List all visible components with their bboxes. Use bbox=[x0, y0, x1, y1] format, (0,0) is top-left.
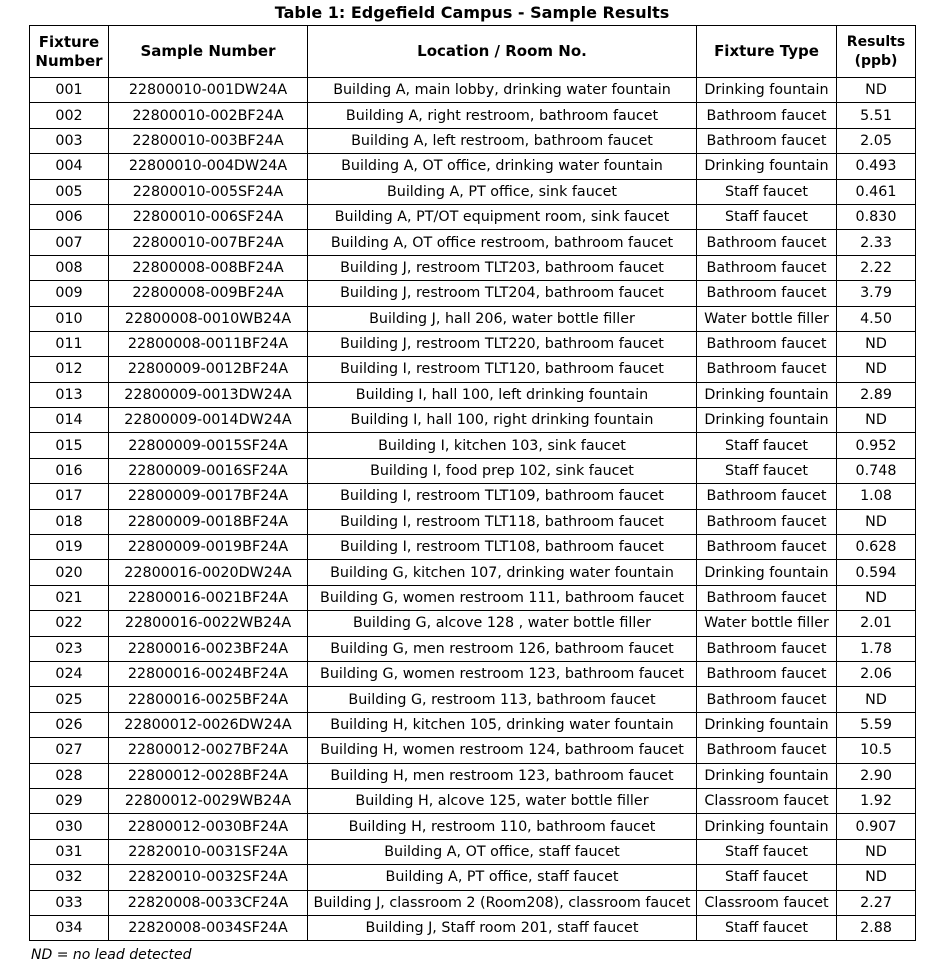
cell-result: 3.79 bbox=[837, 281, 916, 306]
header-fixture-type: Fixture Type bbox=[697, 26, 837, 78]
cell-result: 2.05 bbox=[837, 128, 916, 153]
table-row bbox=[30, 255, 916, 280]
cell-result: ND bbox=[837, 865, 916, 890]
header-results-line2: (ppb) bbox=[854, 52, 898, 69]
cell-fixture-type: Classroom faucet bbox=[697, 788, 837, 813]
cell-location: Building A, main lobby, drinking water fountain bbox=[308, 78, 697, 103]
cell-fixture-type: Drinking fountain bbox=[697, 154, 837, 179]
cell-location: Building I, kitchen 103, sink faucet bbox=[308, 433, 697, 458]
table-body bbox=[30, 78, 916, 941]
cell-sample-number: 22800016-0023BF24A bbox=[109, 636, 308, 661]
cell-location: Building J, hall 206, water bottle filler bbox=[308, 306, 697, 331]
table-row bbox=[30, 204, 916, 229]
cell-location: Building A, PT office, sink faucet bbox=[308, 179, 697, 204]
table-row bbox=[30, 535, 916, 560]
cell-fixture-number: 017 bbox=[30, 484, 109, 509]
cell-fixture-number: 025 bbox=[30, 687, 109, 712]
cell-sample-number: 22800008-009BF24A bbox=[109, 281, 308, 306]
table-row bbox=[30, 763, 916, 788]
cell-fixture-number: 003 bbox=[30, 128, 109, 153]
cell-fixture-number: 023 bbox=[30, 636, 109, 661]
table-row bbox=[30, 433, 916, 458]
cell-fixture-type: Drinking fountain bbox=[697, 560, 837, 585]
cell-fixture-type: Drinking fountain bbox=[697, 382, 837, 407]
table-row bbox=[30, 408, 916, 433]
header-fixture-number-line1: Fixture bbox=[38, 32, 100, 51]
cell-fixture-number: 012 bbox=[30, 357, 109, 382]
cell-location: Building I, restroom TLT108, bathroom faucet bbox=[308, 535, 697, 560]
cell-sample-number: 22800010-005SF24A bbox=[109, 179, 308, 204]
cell-fixture-type: Bathroom faucet bbox=[697, 509, 837, 534]
cell-location: Building A, PT office, staff faucet bbox=[308, 865, 697, 890]
cell-location: Building J, Staff room 201, staff faucet bbox=[308, 915, 697, 940]
cell-result: 2.90 bbox=[837, 763, 916, 788]
cell-result: 0.628 bbox=[837, 535, 916, 560]
cell-fixture-type: Bathroom faucet bbox=[697, 484, 837, 509]
cell-fixture-type: Classroom faucet bbox=[697, 890, 837, 915]
cell-fixture-number: 014 bbox=[30, 408, 109, 433]
cell-fixture-type: Bathroom faucet bbox=[697, 636, 837, 661]
table-row bbox=[30, 78, 916, 103]
cell-sample-number: 22800016-0020DW24A bbox=[109, 560, 308, 585]
cell-fixture-number: 006 bbox=[30, 204, 109, 229]
cell-fixture-number: 031 bbox=[30, 839, 109, 864]
table-row bbox=[30, 915, 916, 940]
cell-result: ND bbox=[837, 408, 916, 433]
cell-result: 2.89 bbox=[837, 382, 916, 407]
cell-fixture-number: 009 bbox=[30, 281, 109, 306]
cell-fixture-number: 016 bbox=[30, 458, 109, 483]
cell-location: Building J, restroom TLT203, bathroom faucet bbox=[308, 255, 697, 280]
cell-fixture-number: 033 bbox=[30, 890, 109, 915]
cell-fixture-type: Staff faucet bbox=[697, 204, 837, 229]
header-results bbox=[837, 26, 916, 78]
cell-sample-number: 22800008-0010WB24A bbox=[109, 306, 308, 331]
table-row bbox=[30, 458, 916, 483]
cell-fixture-number: 018 bbox=[30, 509, 109, 534]
cell-fixture-number: 027 bbox=[30, 738, 109, 763]
cell-fixture-type: Bathroom faucet bbox=[697, 738, 837, 763]
cell-location: Building I, hall 100, right drinking fountain bbox=[308, 408, 697, 433]
header-location: Location / Room No. bbox=[308, 26, 697, 78]
cell-location: Building A, right restroom, bathroom faucet bbox=[308, 103, 697, 128]
table-row bbox=[30, 839, 916, 864]
cell-fixture-type: Bathroom faucet bbox=[697, 103, 837, 128]
cell-result: 10.5 bbox=[837, 738, 916, 763]
cell-fixture-number: 010 bbox=[30, 306, 109, 331]
cell-location: Building A, PT/OT equipment room, sink faucet bbox=[308, 204, 697, 229]
table-row bbox=[30, 230, 916, 255]
cell-fixture-number: 013 bbox=[30, 382, 109, 407]
cell-fixture-number: 001 bbox=[30, 78, 109, 103]
cell-fixture-number: 008 bbox=[30, 255, 109, 280]
cell-location: Building J, restroom TLT220, bathroom faucet bbox=[308, 331, 697, 356]
cell-fixture-type: Bathroom faucet bbox=[697, 281, 837, 306]
cell-result: 2.01 bbox=[837, 611, 916, 636]
cell-location: Building I, restroom TLT109, bathroom faucet bbox=[308, 484, 697, 509]
cell-sample-number: 22800010-004DW24A bbox=[109, 154, 308, 179]
cell-fixture-type: Bathroom faucet bbox=[697, 331, 837, 356]
cell-result: 0.952 bbox=[837, 433, 916, 458]
cell-result: 1.78 bbox=[837, 636, 916, 661]
cell-fixture-number: 022 bbox=[30, 611, 109, 636]
cell-result: 2.22 bbox=[837, 255, 916, 280]
cell-sample-number: 22800010-002BF24A bbox=[109, 103, 308, 128]
cell-location: Building A, OT office restroom, bathroom faucet bbox=[308, 230, 697, 255]
cell-fixture-type: Bathroom faucet bbox=[697, 255, 837, 280]
cell-fixture-number: 020 bbox=[30, 560, 109, 585]
cell-location: Building J, restroom TLT204, bathroom faucet bbox=[308, 281, 697, 306]
cell-fixture-type: Drinking fountain bbox=[697, 408, 837, 433]
cell-sample-number: 22820008-0034SF24A bbox=[109, 915, 308, 940]
cell-result: 1.08 bbox=[837, 484, 916, 509]
cell-sample-number: 22820008-0033CF24A bbox=[109, 890, 308, 915]
table-row bbox=[30, 712, 916, 737]
header-row bbox=[30, 26, 916, 78]
table-row bbox=[30, 128, 916, 153]
cell-location: Building G, women restroom 111, bathroom faucet bbox=[308, 585, 697, 610]
cell-fixture-type: Bathroom faucet bbox=[697, 357, 837, 382]
footnote: ND = no lead detected bbox=[31, 947, 192, 963]
cell-fixture-number: 030 bbox=[30, 814, 109, 839]
cell-sample-number: 22800010-001DW24A bbox=[109, 78, 308, 103]
cell-fixture-number: 015 bbox=[30, 433, 109, 458]
cell-sample-number: 22800010-006SF24A bbox=[109, 204, 308, 229]
cell-sample-number: 22800009-0018BF24A bbox=[109, 509, 308, 534]
table-row bbox=[30, 611, 916, 636]
cell-sample-number: 22800012-0027BF24A bbox=[109, 738, 308, 763]
cell-sample-number: 22800016-0024BF24A bbox=[109, 661, 308, 686]
cell-result: 1.92 bbox=[837, 788, 916, 813]
table-title: Table 1: Edgefield Campus - Sample Results bbox=[274, 3, 670, 22]
cell-location: Building H, men restroom 123, bathroom faucet bbox=[308, 763, 697, 788]
cell-fixture-number: 029 bbox=[30, 788, 109, 813]
cell-result: ND bbox=[837, 78, 916, 103]
cell-sample-number: 22800008-008BF24A bbox=[109, 255, 308, 280]
table-row bbox=[30, 331, 916, 356]
cell-sample-number: 22800009-0016SF24A bbox=[109, 458, 308, 483]
table-row bbox=[30, 154, 916, 179]
cell-result: 5.59 bbox=[837, 712, 916, 737]
cell-sample-number: 22800009-0013DW24A bbox=[109, 382, 308, 407]
cell-result: ND bbox=[837, 585, 916, 610]
cell-sample-number: 22800009-0012BF24A bbox=[109, 357, 308, 382]
cell-location: Building H, restroom 110, bathroom faucet bbox=[308, 814, 697, 839]
cell-sample-number: 22800010-007BF24A bbox=[109, 230, 308, 255]
cell-result: ND bbox=[837, 839, 916, 864]
cell-result: 2.88 bbox=[837, 915, 916, 940]
cell-fixture-type: Bathroom faucet bbox=[697, 128, 837, 153]
cell-fixture-type: Bathroom faucet bbox=[697, 687, 837, 712]
table-row bbox=[30, 814, 916, 839]
cell-fixture-type: Water bottle filler bbox=[697, 306, 837, 331]
cell-fixture-type: Staff faucet bbox=[697, 458, 837, 483]
cell-fixture-type: Bathroom faucet bbox=[697, 661, 837, 686]
cell-result: 0.594 bbox=[837, 560, 916, 585]
cell-result: 2.33 bbox=[837, 230, 916, 255]
cell-result: 0.748 bbox=[837, 458, 916, 483]
cell-sample-number: 22820010-0031SF24A bbox=[109, 839, 308, 864]
cell-sample-number: 22800012-0030BF24A bbox=[109, 814, 308, 839]
cell-fixture-number: 019 bbox=[30, 535, 109, 560]
table-row bbox=[30, 357, 916, 382]
cell-fixture-number: 032 bbox=[30, 865, 109, 890]
cell-fixture-type: Drinking fountain bbox=[697, 712, 837, 737]
cell-result: 4.50 bbox=[837, 306, 916, 331]
cell-fixture-number: 028 bbox=[30, 763, 109, 788]
cell-sample-number: 22800009-0015SF24A bbox=[109, 433, 308, 458]
cell-fixture-number: 007 bbox=[30, 230, 109, 255]
cell-result: 0.493 bbox=[837, 154, 916, 179]
cell-location: Building H, alcove 125, water bottle filler bbox=[308, 788, 697, 813]
cell-result: ND bbox=[837, 687, 916, 712]
cell-result: ND bbox=[837, 357, 916, 382]
cell-location: Building I, restroom TLT118, bathroom faucet bbox=[308, 509, 697, 534]
cell-fixture-number: 005 bbox=[30, 179, 109, 204]
header-fixture-number-line2: Number bbox=[35, 51, 103, 70]
table-row bbox=[30, 306, 916, 331]
header-sample-number: Sample Number bbox=[109, 26, 308, 78]
cell-sample-number: 22800009-0019BF24A bbox=[109, 535, 308, 560]
cell-result: ND bbox=[837, 331, 916, 356]
cell-result: 5.51 bbox=[837, 103, 916, 128]
cell-fixture-type: Staff faucet bbox=[697, 915, 837, 940]
cell-location: Building G, kitchen 107, drinking water fountain bbox=[308, 560, 697, 585]
cell-sample-number: 22800016-0021BF24A bbox=[109, 585, 308, 610]
table-row bbox=[30, 484, 916, 509]
cell-sample-number: 22800012-0026DW24A bbox=[109, 712, 308, 737]
table-row bbox=[30, 179, 916, 204]
table-row bbox=[30, 103, 916, 128]
cell-sample-number: 22800016-0022WB24A bbox=[109, 611, 308, 636]
cell-fixture-number: 021 bbox=[30, 585, 109, 610]
cell-sample-number: 22800012-0028BF24A bbox=[109, 763, 308, 788]
table-row bbox=[30, 687, 916, 712]
cell-result: 0.907 bbox=[837, 814, 916, 839]
cell-location: Building H, kitchen 105, drinking water fountain bbox=[308, 712, 697, 737]
table-row bbox=[30, 281, 916, 306]
table-row bbox=[30, 890, 916, 915]
cell-fixture-type: Water bottle filler bbox=[697, 611, 837, 636]
table-row bbox=[30, 661, 916, 686]
cell-fixture-number: 004 bbox=[30, 154, 109, 179]
cell-fixture-type: Bathroom faucet bbox=[697, 230, 837, 255]
table-row bbox=[30, 585, 916, 610]
cell-fixture-number: 011 bbox=[30, 331, 109, 356]
cell-sample-number: 22800010-003BF24A bbox=[109, 128, 308, 153]
cell-fixture-type: Staff faucet bbox=[697, 433, 837, 458]
cell-result: 2.06 bbox=[837, 661, 916, 686]
cell-location: Building G, restroom 113, bathroom faucet bbox=[308, 687, 697, 712]
cell-sample-number: 22800016-0025BF24A bbox=[109, 687, 308, 712]
cell-location: Building H, women restroom 124, bathroom faucet bbox=[308, 738, 697, 763]
table-row bbox=[30, 382, 916, 407]
cell-fixture-type: Drinking fountain bbox=[697, 78, 837, 103]
cell-fixture-number: 002 bbox=[30, 103, 109, 128]
cell-result: 2.27 bbox=[837, 890, 916, 915]
table-row bbox=[30, 636, 916, 661]
table-row bbox=[30, 560, 916, 585]
cell-location: Building A, OT office, staff faucet bbox=[308, 839, 697, 864]
cell-sample-number: 22800009-0014DW24A bbox=[109, 408, 308, 433]
cell-location: Building A, left restroom, bathroom faucet bbox=[308, 128, 697, 153]
cell-fixture-type: Bathroom faucet bbox=[697, 585, 837, 610]
sample-results-table bbox=[29, 25, 916, 941]
cell-sample-number: 22800012-0029WB24A bbox=[109, 788, 308, 813]
cell-location: Building I, restroom TLT120, bathroom faucet bbox=[308, 357, 697, 382]
cell-sample-number: 22800009-0017BF24A bbox=[109, 484, 308, 509]
cell-fixture-type: Staff faucet bbox=[697, 179, 837, 204]
header-fixture-number bbox=[30, 26, 109, 78]
cell-location: Building G, men restroom 126, bathroom faucet bbox=[308, 636, 697, 661]
cell-fixture-type: Drinking fountain bbox=[697, 763, 837, 788]
cell-result: 0.830 bbox=[837, 204, 916, 229]
cell-fixture-type: Staff faucet bbox=[697, 839, 837, 864]
header-results-line1: Results bbox=[846, 33, 906, 50]
cell-location: Building A, OT office, drinking water fountain bbox=[308, 154, 697, 179]
cell-fixture-number: 026 bbox=[30, 712, 109, 737]
cell-fixture-type: Drinking fountain bbox=[697, 814, 837, 839]
table-row bbox=[30, 509, 916, 534]
cell-sample-number: 22800008-0011BF24A bbox=[109, 331, 308, 356]
cell-fixture-type: Staff faucet bbox=[697, 865, 837, 890]
cell-location: Building G, women restroom 123, bathroom faucet bbox=[308, 661, 697, 686]
cell-result: 0.461 bbox=[837, 179, 916, 204]
cell-result: ND bbox=[837, 509, 916, 534]
cell-fixture-number: 024 bbox=[30, 661, 109, 686]
table-row bbox=[30, 738, 916, 763]
cell-fixture-number: 034 bbox=[30, 915, 109, 940]
cell-location: Building I, hall 100, left drinking fountain bbox=[308, 382, 697, 407]
cell-location: Building G, alcove 128 , water bottle filler bbox=[308, 611, 697, 636]
cell-sample-number: 22820010-0032SF24A bbox=[109, 865, 308, 890]
table-row bbox=[30, 865, 916, 890]
cell-location: Building I, food prep 102, sink faucet bbox=[308, 458, 697, 483]
cell-location: Building J, classroom 2 (Room208), classroom faucet bbox=[308, 890, 697, 915]
table-row bbox=[30, 788, 916, 813]
cell-fixture-type: Bathroom faucet bbox=[697, 535, 837, 560]
